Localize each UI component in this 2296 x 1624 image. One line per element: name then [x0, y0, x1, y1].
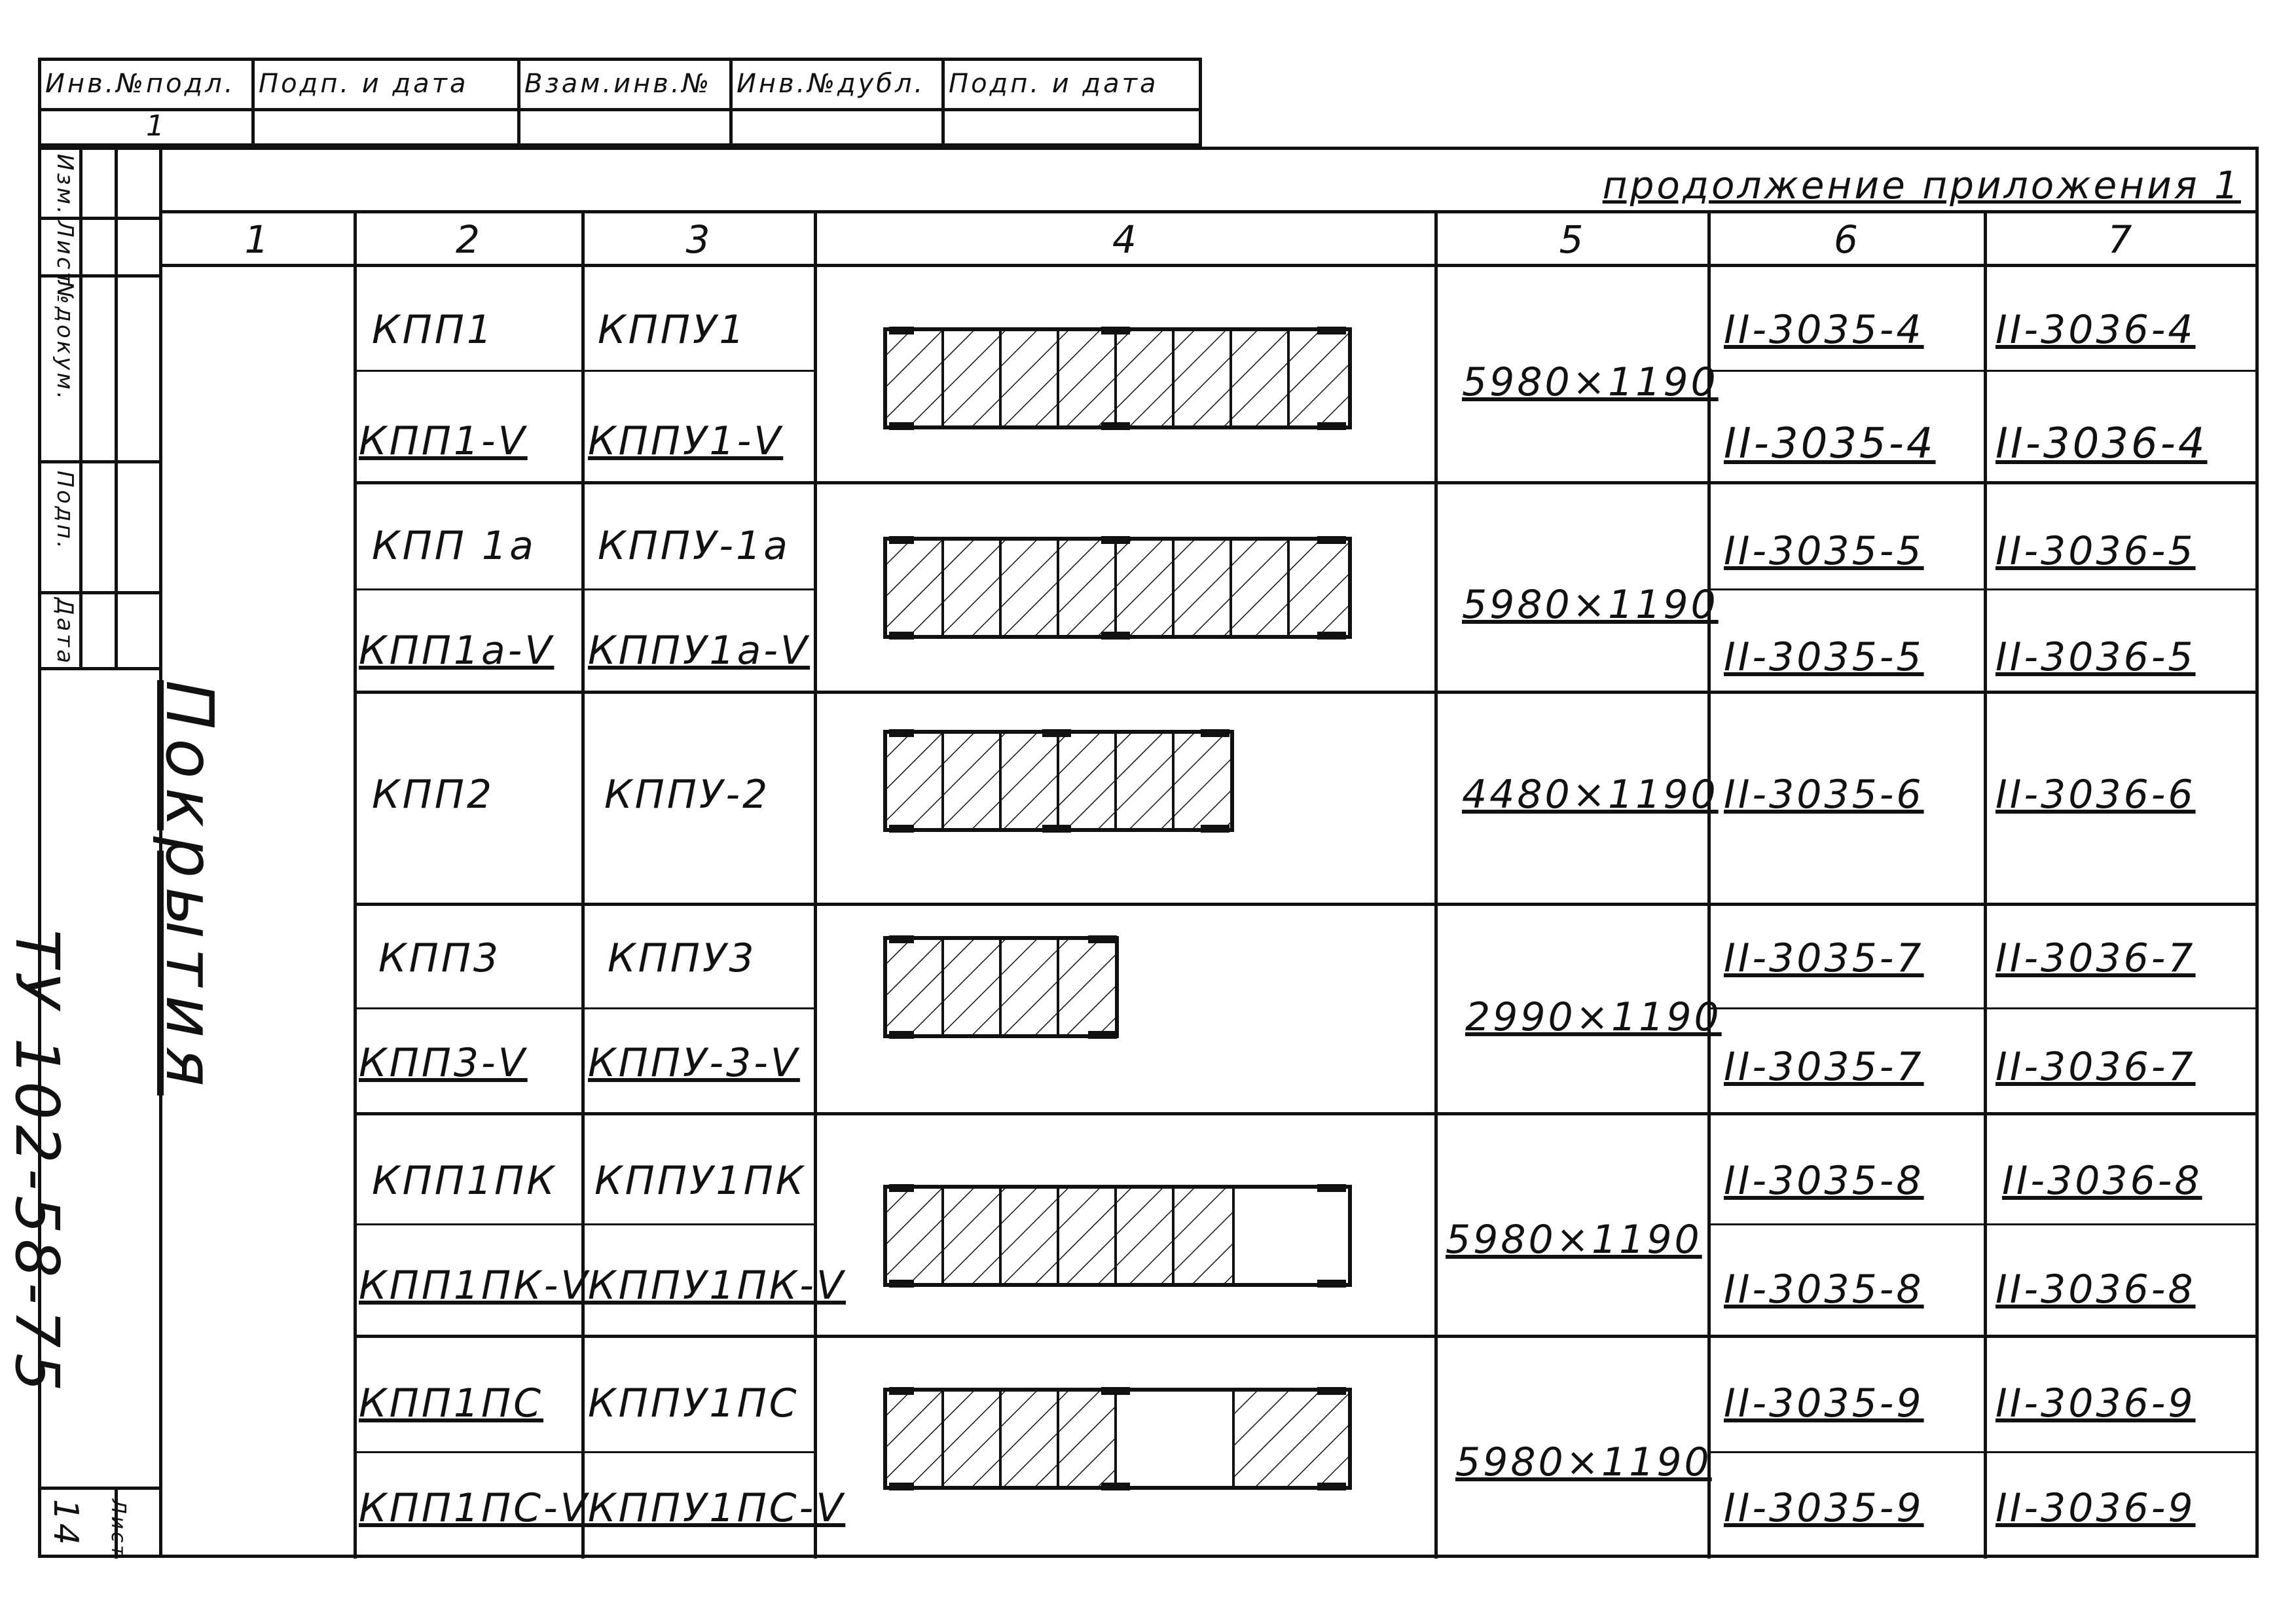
column-header-1: 1	[244, 217, 272, 262]
series-cell: II-3035-8	[1724, 1267, 1924, 1312]
mark-cell: КППУ1	[598, 307, 747, 353]
series-cell: II-3035-7	[1724, 1044, 1924, 1090]
mark-cell: КПП1а-V	[359, 628, 555, 674]
series-cell: II-3036-4	[1995, 420, 2208, 468]
document-number: ТУ 102-58-75	[2, 929, 72, 1397]
mark-cell: КППУ-3-V	[588, 1040, 800, 1086]
panel-sketch-4	[883, 935, 1131, 1053]
margin-label-sheet: Лист	[52, 221, 78, 288]
product-table	[151, 147, 2259, 1558]
size-cell: 5980×1190	[1462, 582, 1719, 628]
stamp-header-sign-date-2: Подп. и дата	[949, 69, 1159, 99]
column-header-7: 7	[2107, 217, 2135, 262]
column-header-3: 3	[685, 217, 713, 262]
margin-label-docnum: №докум.	[52, 281, 78, 402]
mark-cell: КППУ1ПК-V	[588, 1263, 846, 1308]
series-cell: II-3035-4	[1724, 307, 1924, 353]
size-cell: 5980×1190	[1446, 1217, 1702, 1263]
mark-cell: КПП 1а	[372, 523, 536, 569]
series-cell: II-3036-6	[1995, 772, 2196, 818]
series-cell: II-3035-4	[1724, 420, 1936, 468]
stamp-empty-cell	[520, 108, 733, 147]
series-cell: II-3036-8	[2002, 1158, 2202, 1204]
stamp-empty-cell	[255, 108, 520, 147]
mark-cell: КППУ1ПС-V	[588, 1485, 846, 1531]
size-cell: 4480×1190	[1462, 772, 1719, 818]
stamp-header-replaced-inv: Взам.инв.№	[520, 61, 733, 108]
series-cell: II-3036-4	[1995, 307, 2196, 353]
mark-cell: КПП1ПК-V	[359, 1263, 591, 1308]
panel-sketch-3	[883, 729, 1249, 847]
mark-cell: КППУ3	[608, 935, 757, 981]
mark-cell: КПП3-V	[359, 1040, 528, 1086]
series-cell: II-3036-5	[1995, 634, 2196, 680]
series-cell: II-3035-6	[1724, 772, 1924, 818]
stamp-empty-cell	[733, 108, 945, 147]
panel-sketch-2	[883, 536, 1367, 654]
series-cell: II-3036-7	[1995, 1044, 2196, 1090]
panel-sketch-5	[883, 1184, 1367, 1302]
series-cell: II-3035-5	[1724, 528, 1924, 574]
column-header-5: 5	[1559, 217, 1586, 262]
mark-cell: КПП1ПС-V	[359, 1485, 590, 1531]
size-cell: 5980×1190	[1455, 1439, 1712, 1485]
stamp-header-inv-orig: Инв.№подл.	[41, 61, 255, 108]
panel-sketch-1	[883, 327, 1367, 444]
mark-cell: КПП1ПС	[359, 1380, 544, 1426]
series-cell: II-3036-5	[1995, 528, 2196, 574]
series-cell: II-3035-9	[1724, 1485, 1924, 1531]
size-cell: 5980×1190	[1462, 359, 1719, 405]
mark-cell: КПП1-V	[359, 418, 528, 464]
series-cell: II-3035-9	[1724, 1380, 1924, 1426]
mark-cell: КППУ1ПК	[594, 1158, 807, 1204]
mark-cell: КПП2	[372, 772, 495, 818]
series-cell: II-3035-8	[1724, 1158, 1924, 1204]
approval-stamp	[38, 58, 1202, 147]
series-cell: II-3036-8	[1995, 1267, 2196, 1312]
size-cell: 2990×1190	[1465, 994, 1722, 1040]
panel-sketch-6	[883, 1387, 1367, 1505]
sheet-number: 14	[46, 1499, 85, 1548]
group-label: Покрытия	[151, 680, 228, 1096]
stamp-header-inv-dup: Инв.№дубл.	[733, 61, 945, 108]
column-header-6: 6	[1834, 217, 1861, 262]
column-header-2: 2	[456, 217, 483, 262]
mark-cell: КПП3	[378, 935, 501, 981]
mark-cell: КППУ1а-V	[588, 628, 811, 674]
margin-label-sign: Подп.	[52, 471, 78, 551]
sheet-label: Лист	[107, 1499, 130, 1560]
mark-cell: КППУ1-V	[588, 418, 784, 464]
series-cell: II-3035-7	[1724, 935, 1924, 981]
stamp-inv-value: 1	[41, 108, 255, 147]
series-cell: II-3036-7	[1995, 935, 2196, 981]
margin-label-date: Дата	[52, 598, 78, 666]
mark-cell: КПП1	[372, 307, 495, 353]
mark-cell: КПП1ПК	[372, 1158, 557, 1204]
column-header-4: 4	[1112, 217, 1139, 262]
mark-cell: КППУ-1а	[598, 523, 790, 569]
mark-cell: КППУ1ПС	[588, 1380, 799, 1426]
margin-label-change: Изм.	[52, 154, 78, 217]
series-cell: II-3036-9	[1995, 1485, 2196, 1531]
stamp-header-sign-date: Подп. и дата	[255, 61, 520, 108]
table-caption: продолжение приложения 1	[1602, 163, 2241, 208]
mark-cell: КППУ-2	[604, 772, 771, 818]
series-cell: II-3035-5	[1724, 634, 1924, 680]
series-cell: II-3036-9	[1995, 1380, 2196, 1426]
